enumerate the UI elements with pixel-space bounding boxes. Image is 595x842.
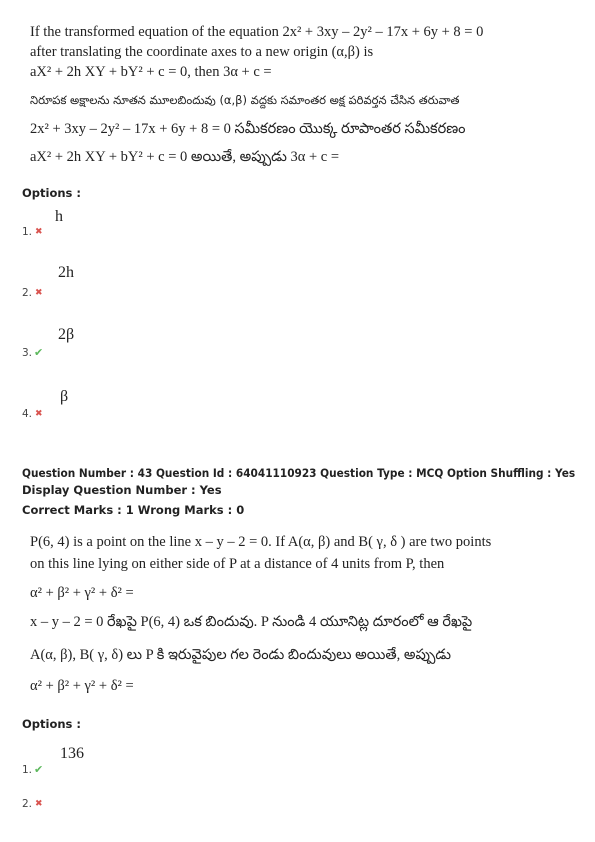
q42-option-4-number: 4. bbox=[22, 408, 33, 420]
q42-english-line-1: If the transformed equation of the equation 2x² + 3xy – 2y² – 17x + 6y + 8 = 0 bbox=[30, 24, 484, 40]
q42-option-2-value: 2h bbox=[58, 264, 74, 281]
q43-options-label: Options : bbox=[22, 717, 81, 731]
q43-meta-line-2: Display Question Number : Yes bbox=[22, 483, 222, 497]
q42-option-3 bbox=[22, 346, 43, 359]
q42-option-1 bbox=[22, 226, 43, 238]
q43-option-1-number: 1. bbox=[22, 764, 33, 776]
q43-english-line-3: α² + β² + γ² + δ² = bbox=[30, 585, 134, 601]
q43-meta-line-3: Correct Marks : 1 Wrong Marks : 0 bbox=[22, 503, 245, 517]
q43-option-2 bbox=[22, 798, 43, 810]
check-icon: ✔ bbox=[34, 763, 44, 776]
q43-telugu-line-1: x – y – 2 = 0 రేఖపై P(6, 4) ఒక బిందువు. P నుండి 4 యూనిట్ల దూరంలో ఆ రేఖపై bbox=[30, 614, 473, 630]
q42-english-line-2: after translating the coordinate axes to a new origin (α,β) is bbox=[30, 44, 374, 60]
q43-meta-line-1: Question Number : 43 Question Id : 64041110923 Question Type : MCQ Option Shuffling : Yes bbox=[22, 466, 576, 480]
q42-option-4-value: β bbox=[60, 388, 69, 405]
q43-option-1-value: 136 bbox=[60, 745, 84, 762]
q42-english-line-3: aX² + 2h XY + bY² + c = 0, then 3α + c = bbox=[30, 64, 272, 80]
q43-option-1 bbox=[22, 763, 43, 776]
q42-telugu-line-3: aX² + 2h XY + bY² + c = 0 అయితే, అప్పుడు 3α + c = bbox=[30, 149, 340, 165]
q42-option-2 bbox=[22, 287, 43, 299]
q43-telugu-line-3: α² + β² + γ² + δ² = bbox=[30, 678, 134, 694]
q42-option-3-number: 3. bbox=[22, 347, 33, 359]
q42-option-1-number: 1. bbox=[22, 226, 33, 238]
cross-icon: ✖ bbox=[35, 409, 43, 419]
q42-option-1-value: h bbox=[55, 208, 63, 225]
q42-telugu-line-1: నిరూపక అక్షాలను నూతన మూలబిందువు (α,β) వద్దకు సమాంతర అక్ష పరివర్తన చేసిన తరువాత bbox=[30, 93, 460, 107]
q42-option-3-value: 2β bbox=[58, 326, 75, 343]
cross-icon: ✖ bbox=[35, 288, 43, 298]
q43-telugu-line-2: A(α, β), B( γ, δ) లు P కి ఇరువైపుల గల రెండు బిందువులు అయితే, అప్పుడు bbox=[30, 647, 452, 663]
cross-icon: ✖ bbox=[35, 227, 43, 237]
q43-english-line-2: on this line lying on either side of P at a distance of 4 units from P, then bbox=[30, 556, 445, 572]
cross-icon: ✖ bbox=[35, 799, 43, 809]
q42-telugu-line-2: 2x² + 3xy – 2y² – 17x + 6y + 8 = 0 సమీకరణం యొక్క రూపాంతర సమీకరణం bbox=[30, 121, 466, 137]
q42-options-label: Options : bbox=[22, 186, 81, 200]
check-icon: ✔ bbox=[34, 346, 44, 359]
q42-option-2-number: 2. bbox=[22, 287, 33, 299]
q43-english-line-1: P(6, 4) is a point on the line x – y – 2 = 0. If A(α, β) and B( γ, δ ) are two points bbox=[30, 534, 492, 550]
q43-option-2-number: 2. bbox=[22, 798, 33, 810]
q42-option-4 bbox=[22, 408, 43, 420]
